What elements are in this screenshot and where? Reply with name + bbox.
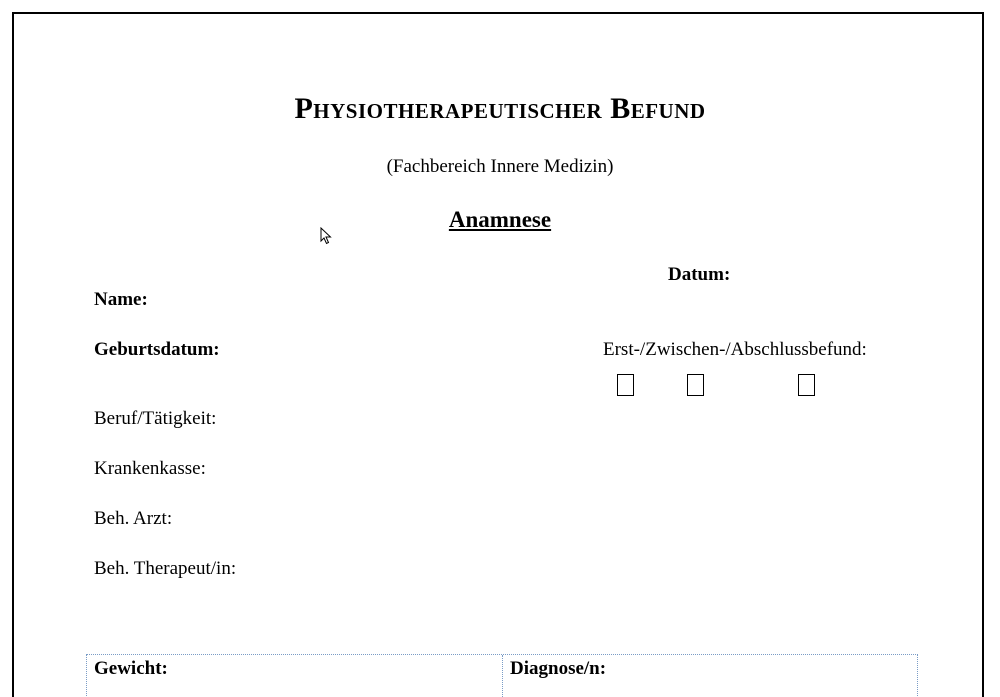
section-heading-anamnese: Anamnese [448, 207, 552, 232]
therapeut-label: Beh. Therapeut/in: [94, 558, 237, 579]
name-label: Name: [94, 289, 148, 310]
befund-type-label: Erst-/Zwischen-/Abschlussbefund: [603, 339, 867, 360]
abschlussbefund-checkbox[interactable] [798, 374, 815, 396]
document-page [12, 12, 984, 697]
beruf-label: Beruf/Tätigkeit: [94, 408, 217, 429]
info-table [86, 654, 918, 697]
datum-label: Datum: [668, 264, 731, 285]
zwischenbefund-checkbox[interactable] [687, 374, 704, 396]
diagnose-header: Diagnose/n: [510, 658, 607, 679]
gewicht-header: Gewicht: [94, 658, 168, 679]
mouse-pointer-icon [320, 227, 332, 245]
geburtsdatum-label: Geburtsdatum: [94, 339, 220, 360]
document-title: Physiotherapeutischer Befund [294, 92, 706, 125]
krankenkasse-label: Krankenkasse: [94, 458, 206, 479]
erstbefund-checkbox[interactable] [617, 374, 634, 396]
document-subtitle: (Fachbereich Innere Medizin) [386, 156, 614, 177]
table-column-divider [502, 655, 503, 697]
arzt-label: Beh. Arzt: [94, 508, 173, 529]
